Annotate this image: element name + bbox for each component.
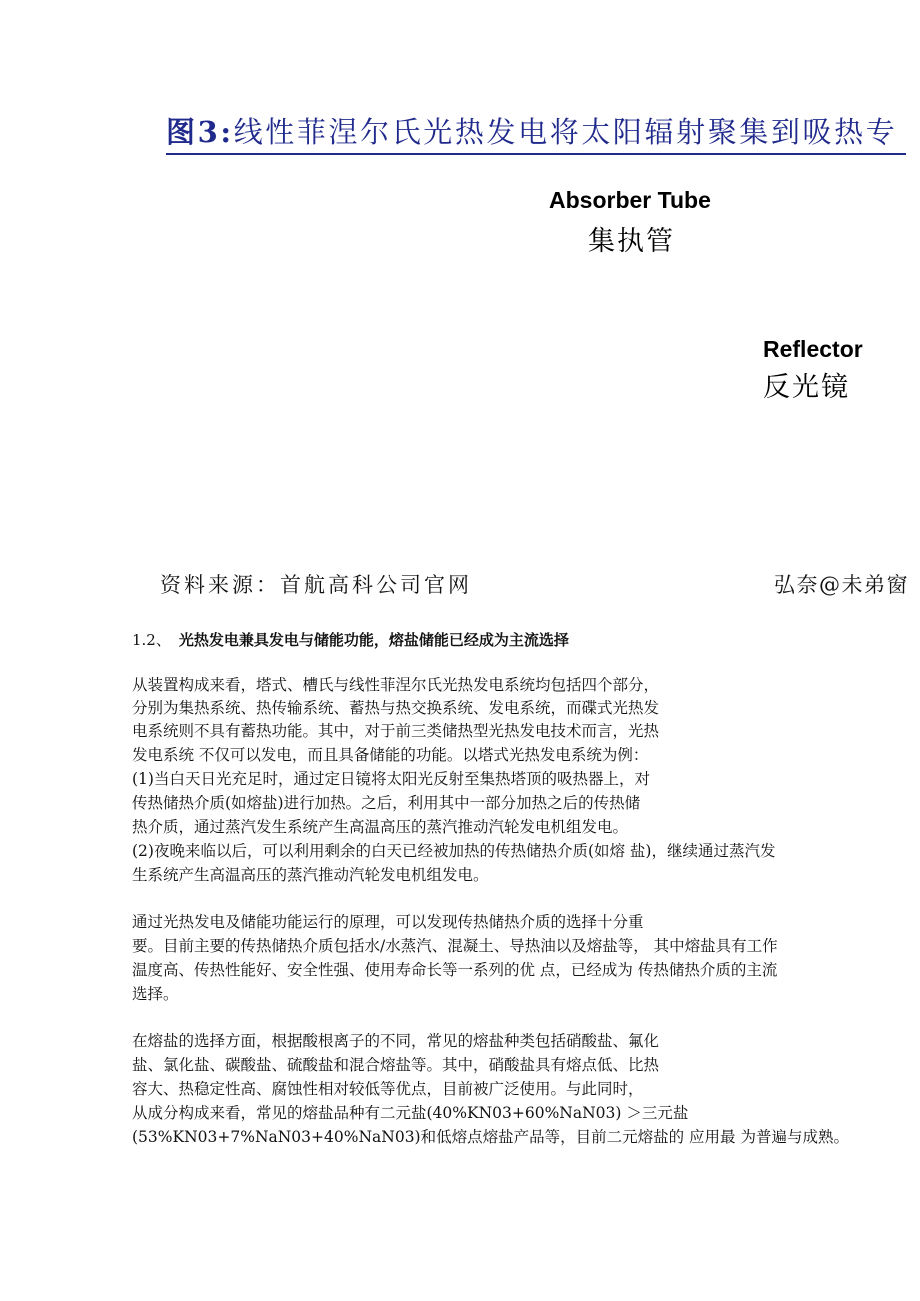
- paragraph-1-line-1: 从装置构成来看，塔式、槽氏与线性菲涅尔氏光热发电系统均包括四个部分，: [132, 676, 660, 694]
- absorber-tube-label-cn: 集执管: [588, 226, 675, 257]
- paragraph-3-line-2: 盐、氯化盐、碳酸盐、硫酸盐和混合熔盐等。其中，硝酸盐具有熔点低、比热: [132, 1056, 660, 1074]
- paragraph-2-line-3: 温度高、传热性能好、安全性强、使用寿命长等一系列的优 点，已经成为 传热储热介质的主流: [132, 961, 778, 979]
- paragraph-3-line-4: 从成分构成来看，常见的熔盐品种有二元盐(40%KN03+60%NaN03) ＞三元盐: [132, 1104, 689, 1122]
- section-number: 1.2、: [132, 631, 171, 649]
- paragraph-1-line-9: 生系统产生高温高压的蒸汽推动汽轮发电机组发电。: [132, 866, 489, 884]
- reflector-label-en: Reflector: [763, 336, 863, 362]
- section-title: 光热发电兼具发电与储能功能，熔盐储能已经成为主流选择: [178, 631, 569, 649]
- paragraph-3-line-3: 容大、热稳定性高、腐蚀性相对较低等优点，目前被广泛使用。与此同时，: [132, 1080, 644, 1098]
- figure-title-number: 图3:: [166, 115, 234, 149]
- paragraph-1-line-6: 传热储热介质(如熔盐)进行加热。之后，利用其中一部分加热之后的传热储: [132, 794, 641, 812]
- section-heading: [132, 629, 569, 650]
- paragraph-1-line-3: 电系统则不具有蓄热功能。其中，对于前三类储热型光热发电技术而言，光热: [132, 722, 660, 740]
- paragraph-1-line-4: 发电系统 不仅可以发电，而且具备储能的功能。以塔式光热发电系统为例：: [132, 746, 649, 764]
- paragraph-3-line-1: 在熔盐的选择方面，根据酸根离子的不同，常见的熔盐种类包括硝酸盐、氟化: [132, 1032, 660, 1050]
- reflector-label-cn: 反光镜: [763, 372, 850, 403]
- paragraph-1-line-5: (1)当白天日光充足时，通过定日镜将太阳光反射至集热塔顶的吸热器上，对: [132, 770, 650, 788]
- paragraph-1-line-7: 热介质，通过蒸汽发生系统产生高温高压的蒸汽推动汽轮发电机组发电。: [132, 818, 629, 836]
- absorber-tube-label-en: Absorber Tube: [549, 187, 711, 213]
- paragraph-2-line-4: 选择。: [132, 985, 179, 1003]
- figure-title-text: 线性菲涅尔氏光热发电将太阳辐射聚集到吸热专: [233, 115, 898, 149]
- figure-title: [166, 112, 906, 155]
- paragraph-1-line-8: (2)夜晚来临以后，可以利用剩余的白天已经被加热的传热储热介质(如熔 盐)，继续通过蒸汽发: [132, 842, 776, 860]
- paragraph-1-line-2: 分别为集热系统、热传输系统、蓄热与热交换系统、发电系统，而碟式光热发: [132, 699, 660, 717]
- paragraph-3-line-5: (53%KN03+7%NaN03+40%NaN03)和低熔点熔盐产品等，目前二元熔盐的 应用最 为普遍与成熟。: [132, 1128, 849, 1146]
- figure-credit: 弘奈@未弟窗: [774, 573, 909, 597]
- paragraph-2-line-2: 要。目前主要的传热储热介质包括水/水蒸汽、混凝土、导热油以及熔盐等， 其中熔盐具有工作: [132, 937, 778, 955]
- paragraph-2-line-1: 通过光热发电及储能功能运行的原理，可以发现传热储热介质的选择十分重: [132, 913, 644, 931]
- figure-source: 资料来源：首航高科公司官网: [160, 573, 472, 597]
